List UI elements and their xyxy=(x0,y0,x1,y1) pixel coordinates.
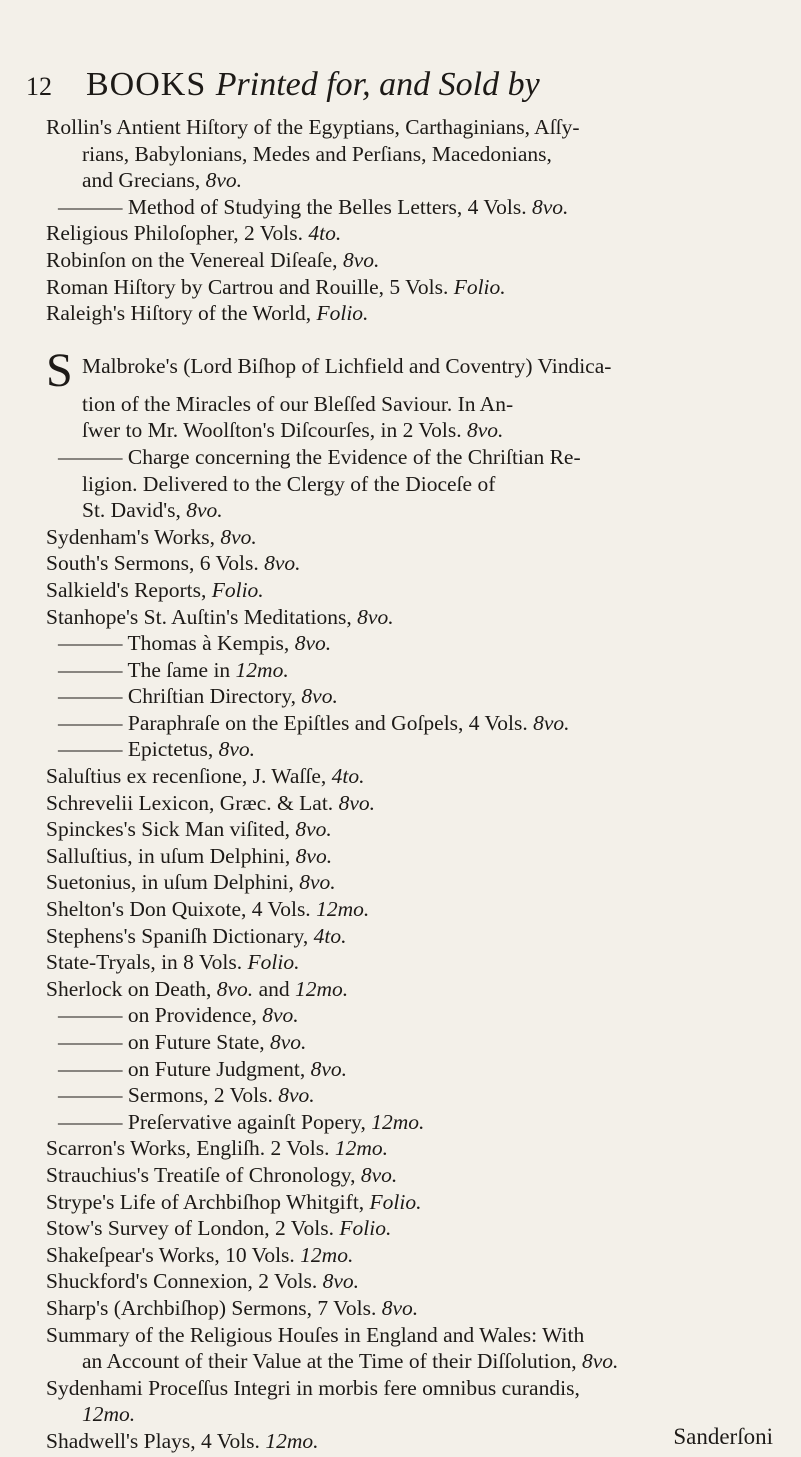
list-item: Strype's Life of Archbiſhop Whitgift, Folio. xyxy=(46,1189,422,1214)
list-item: ——— Preſervative againſt Popery, 12mo. xyxy=(58,1109,425,1134)
running-title xyxy=(86,66,540,104)
list-item: Summary of the Religious Houſes in England and Wales: With xyxy=(46,1322,585,1347)
list-item: ——— on Future Judgment, 8vo. xyxy=(58,1056,348,1081)
list-item: ——— on Providence, 8vo. xyxy=(58,1003,299,1028)
list-item: Scarron's Works, Engliſh. 2 Vols. 12mo. xyxy=(46,1136,388,1161)
list-item: Sherlock on Death, 8vo. and 12mo. xyxy=(46,976,349,1001)
list-item: ——— on Future State, 8vo. xyxy=(58,1030,307,1054)
list-item: Shelton's Don Quixote, 4 Vols. 12mo. xyxy=(46,897,370,922)
list-item: Salkield's Reports, Folio. xyxy=(46,577,264,602)
list-item: ——— Epictetus, 8vo. xyxy=(58,737,256,762)
list-item: Religious Philoſopher, 2 Vols. 4to. xyxy=(46,221,342,246)
list-item: ——— Thomas à Kempis, 8vo. xyxy=(58,631,332,656)
list-item: Shuckford's Connexion, 2 Vols. 8vo. xyxy=(46,1269,360,1294)
list-item: ——— The ſame in 12mo. xyxy=(58,657,289,682)
book-list: Rollin's Antient Hiſtory of the Egyptians, Carthaginians, Aſſy- rians, Babylonians, Medes and Perſians, Macedonians, and Grecians, 8vo. ——— Method of Studying the Belles Letters, 4 Vols. 8vo. Religious Philoſopher, 2 Vols. 4to. Robinſon on the Venereal Diſeaſe, 8vo. Roman Hiſtory by Cartrou and Rouille, 5 Vols. Folio. Raleigh's Hiſtory of the World, Folio. S Malbroke's (Lord Biſhop of Lichfield and Coventry) Vindica- tion of the Miracles of our Bleſſed Saviour. In An- ſwer to Mr. Woolſton's Diſcourſes, in 2 Vols. 8vo. ——— Charge concerning the Evidence of the Chriſtian Re- ligion. Delivered to the Clergy of the Dioceſe of St. David's, 8vo. Sydenham's Works, 8vo. South's Sermons, 6 Vols. 8vo. Salkield's Reports, Folio. Stanhope's St. Auſtin's Meditations, 8vo. ——— Thomas à Kempis, 8vo. ——— The ſame in 12mo. ——— Chriſtian Directory, 8vo. ——— Paraphraſe on the Epiſtles and Goſpels, 4 Vols. 8vo. ——— Epictetus, 8vo. Saluſtius ex recenſione, J. Waſſe, 4to. Schrevelii Lexicon, Græc. & Lat. 8vo. Spinckes's Sick Man viſited, 8vo. Salluſtius, in uſum Delphini, 8vo. Suetonius, in uſum Delphini, 8vo. Shelton's Don Quixote, 4 Vols. 12mo. Stephens's Spaniſh Dictionary, 4to. State-Tryals, in 8 Vols. Folio. Sherlock on Death, 8vo. and 12mo. ——— on Providence, 8vo. ——— on Future State, 8vo. ——— on Future Judgment, 8vo. ——— Sermons, 2 Vols. 8vo. ——— Preſervative againſt Popery, 12mo. Scarron's Works, Engliſh. 2 Vols. 12mo. Strauchius's Treatiſe of Chronology, 8vo. Strype's Life of Archbiſhop Whitgift, Folio. Stow's Survey of London, 2 Vols. Folio. Shakeſpear's Works, 10 Vols. 12mo. Shuckford's Connexion, 2 Vols. 8vo. Sharp's (Archbiſhop) Sermons, 7 Vols. 8vo. Summary of the Religious Houſes in England and Wales: With an Account of their Value at the Time of their Diſſolution, 8vo. Sydenhami Proceſſus Integri in morbis fere omnibus curandis, 12mo. Shadwell's Plays, 4 Vols. 12mo. xyxy=(46,114,776,1455)
list-item: ——— Chriſtian Directory, 8vo. xyxy=(58,684,338,709)
list-item: Stephens's Spaniſh Dictionary, 4to. xyxy=(46,923,347,948)
list-item: Robinſon on the Venereal Diſeaſe, 8vo. xyxy=(46,247,380,272)
list-item: Salluſtius, in uſum Delphini, 8vo. xyxy=(46,843,333,868)
list-item: Suetonius, in uſum Delphini, 8vo. xyxy=(46,870,336,895)
list-item: Stanhope's St. Auſtin's Meditations, 8vo. xyxy=(46,604,394,629)
list-item: Raleigh's Hiſtory of the World, Folio. xyxy=(46,301,369,326)
list-item: S Malbroke's (Lord Biſhop of Lichfield and Coventry) Vindica- xyxy=(46,343,612,397)
list-item: Spinckes's Sick Man viſited, 8vo. xyxy=(46,817,332,842)
running-title-roman: BOOKS xyxy=(86,66,207,103)
list-item: Rollin's Antient Hiſtory of the Egyptians, Carthaginians, Aſſy- xyxy=(46,115,580,139)
page-number: 12 xyxy=(26,72,52,101)
list-item: Shadwell's Plays, 4 Vols. 12mo. xyxy=(46,1428,319,1453)
list-item: Roman Hiſtory by Cartrou and Rouille, 5 Vols. Folio. xyxy=(46,274,506,299)
list-item: Schrevelii Lexicon, Græc. & Lat. 8vo. xyxy=(46,790,375,815)
list-item: Stow's Survey of London, 2 Vols. Folio. xyxy=(46,1216,392,1241)
list-item: ——— Method of Studying the Belles Letters, 4 Vols. 8vo. xyxy=(58,194,569,219)
section-initial: S xyxy=(46,343,73,397)
running-title-italic: Printed for, and Sold by xyxy=(215,66,540,103)
list-item: Strauchius's Treatiſe of Chronology, 8vo. xyxy=(46,1162,398,1187)
list-item: Sharp's (Archbiſhop) Sermons, 7 Vols. 8vo. xyxy=(46,1295,419,1320)
catchword: Sanderſoni xyxy=(673,1424,773,1449)
list-item: State-Tryals, in 8 Vols. Folio. xyxy=(46,950,300,975)
list-item: Sydenham's Works, 8vo. xyxy=(46,524,257,549)
list-item: ——— Charge concerning the Evidence of the Chriſtian Re- xyxy=(58,444,581,469)
list-item: ——— Sermons, 2 Vols. 8vo. xyxy=(58,1083,315,1108)
list-item: Sydenhami Proceſſus Integri in morbis fere omnibus curandis, xyxy=(46,1375,580,1400)
list-item: South's Sermons, 6 Vols. 8vo. xyxy=(46,551,301,576)
page-header xyxy=(26,66,771,110)
list-item: Shakeſpear's Works, 10 Vols. 12mo. xyxy=(46,1242,354,1267)
list-item: Saluſtius ex recenſione, J. Waſſe, 4to. xyxy=(46,764,365,789)
list-item: ——— Paraphraſe on the Epiſtles and Goſpels, 4 Vols. 8vo. xyxy=(58,710,570,735)
